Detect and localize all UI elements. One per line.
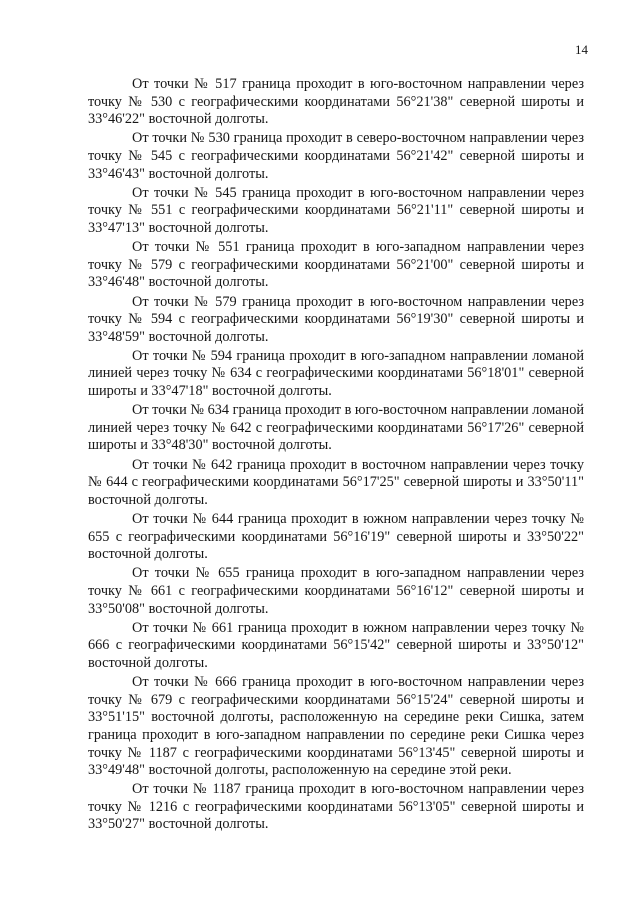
page-number: 14 — [575, 42, 588, 57]
paragraph-point-642: От точки № 642 граница проходит в восточном направлении через точку № 644 с географическими координатами 56°17'25" северной широты и 33°50'11" восточной долготы. — [88, 456, 584, 508]
paragraph-point-644: От точки № 644 граница проходит в южном направлении через точку № 655 с географическими координатами 56°16'19" северной широты и 33°50'22" восточной долготы. — [88, 511, 584, 563]
paragraph-point-545: От точки № 545 граница проходит в юго-восточном направлении через точку № 551 с географическими координатами 56°21'11" северной широты и 33°47'13" восточной долготы. — [88, 184, 584, 236]
paragraph-point-517: От точки № 517 граница проходит в юго-восточном направлении через точку № 530 с географическими координатами 56°21'38" северной широты и 33°46'22" восточной долготы. — [88, 76, 584, 128]
paragraph-point-579: От точки № 579 граница проходит в юго-восточном направлении через точку № 594 с географическими координатами 56°19'30" северной широты и 33°48'59" восточной долготы. — [88, 293, 584, 345]
paragraph-point-530: От точки № 530 граница проходит в северо-восточном направлении через точку № 545 с географическими координатами 56°21'42" северной широты и 33°46'43" восточной долготы. — [88, 130, 584, 182]
paragraph-point-1187: От точки № 1187 граница проходит в юго-восточном направлении через точку № 1216 с географическими координатами 56°13'05" северной широты и 33°50'27" восточной долготы. — [88, 781, 584, 833]
paragraph-point-666: От точки № 666 граница проходит в юго-восточном направлении через точку № 679 с географическими координатами 56°15'24" северной широты и 33°51'15" восточной долготы, расположенную на середине реки Сишка, затем граница проходит в юго-западном направлении по середине реки Сишка через точку № 1187 с географическими координатами 56°13'45" северной широты и 33°49'48" восточной долготы, расположенную на середине этой реки. — [88, 674, 584, 779]
paragraph-point-655: От точки № 655 граница проходит в юго-западном направлении через точку № 661 с географическими координатами 56°16'12" северной широты и 33°50'08" восточной долготы. — [88, 565, 584, 617]
paragraph-point-634: От точки № 634 граница проходит в юго-восточном направлении ломаной линией через точку № 642 с географическими координатами 56°17'26" северной широты и 33°48'30" восточной долготы. — [88, 402, 584, 454]
paragraph-point-551: От точки № 551 граница проходит в юго-западном направлении через точку № 579 с географическими координатами 56°21'00" северной широты и 33°46'48" восточной долготы. — [88, 239, 584, 291]
paragraph-point-661: От точки № 661 граница проходит в южном направлении через точку № 666 с географическими координатами 56°15'42" северной широты и 33°50'12" восточной долготы. — [88, 619, 584, 671]
paragraph-point-594: От точки № 594 граница проходит в юго-западном направлении ломаной линией через точку № 634 с географическими координатами 56°18'01" северной широты и 33°47'18" восточной долготы. — [88, 347, 584, 400]
body-text — [88, 76, 584, 836]
